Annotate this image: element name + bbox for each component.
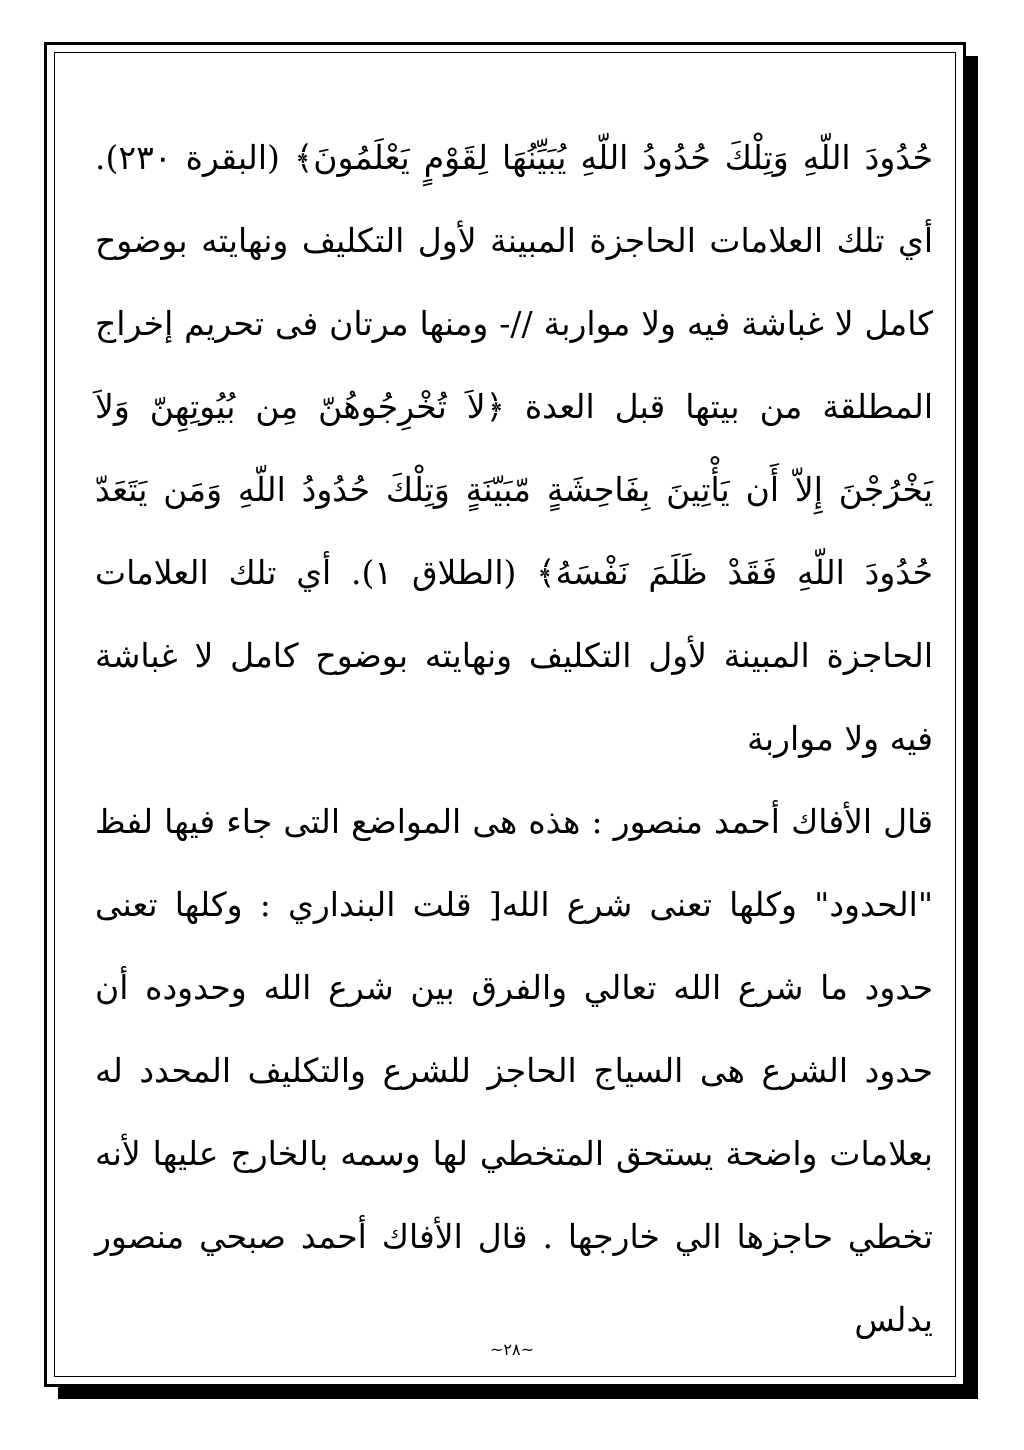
page-shadow-right — [966, 56, 978, 1399]
page-body — [95, 116, 933, 1361]
paragraph-1: حُدُودَ اللّهِ وَتِلْكَ حُدُودُ اللّهِ يُبَيِّنُهَا لِقَوْمٍ يَعْلَمُونَ﴾ (البقرة ٢٣٠). أي تلك العلامات الحاجزة المبينة لأول التكليف ونهايته بوضوح كامل لا غباشة فيه ولا مواربة //- ومنها مرتان فى تحريم إخراج المطلقة من بيتها قبل العدة ﴿لاَ تُخْرِجُوهُنّ مِن بُيُوتِهِنّ وَلاَ يَخْرُجْنَ إِلاّ أَن يَأْتِينَ بِفَاحِشَةٍ مّبَيّنَةٍ وَتِلْكَ حُدُودُ اللّهِ وَمَن يَتَعَدّ حُدُودَ اللّهِ فَقَدْ ظَلَمَ نَفْسَهُ﴾ (الطلاق ١). أي تلك العلامات الحاجزة المبينة لأول التكليف ونهايته بوضوح كامل لا غباشة فيه ولا مواربة — [95, 138, 933, 758]
paragraph-2: قال الأفاك أحمد منصور : هذه هى المواضع التى جاء فيها لفظ "الحدود" وكلها تعنى شرع الله[ قلت البنداري : وكلها تعنى حدود ما شرع الله تعالي والفرق بين شرع الله وحدوده أن حدود الشرع هى السياج الحاجز للشرع والتكليف المحدد له بعلامات واضحة يستحق المتخطي لها وسمه بالخارج عليها لأنه تخطي حاجزها الي خارجها . قال الأفاك أحمد صبحي منصور يدلس — [95, 802, 933, 1339]
page-number: ~٢٨~ — [490, 1340, 534, 1359]
page-shadow-bottom — [58, 1387, 978, 1399]
